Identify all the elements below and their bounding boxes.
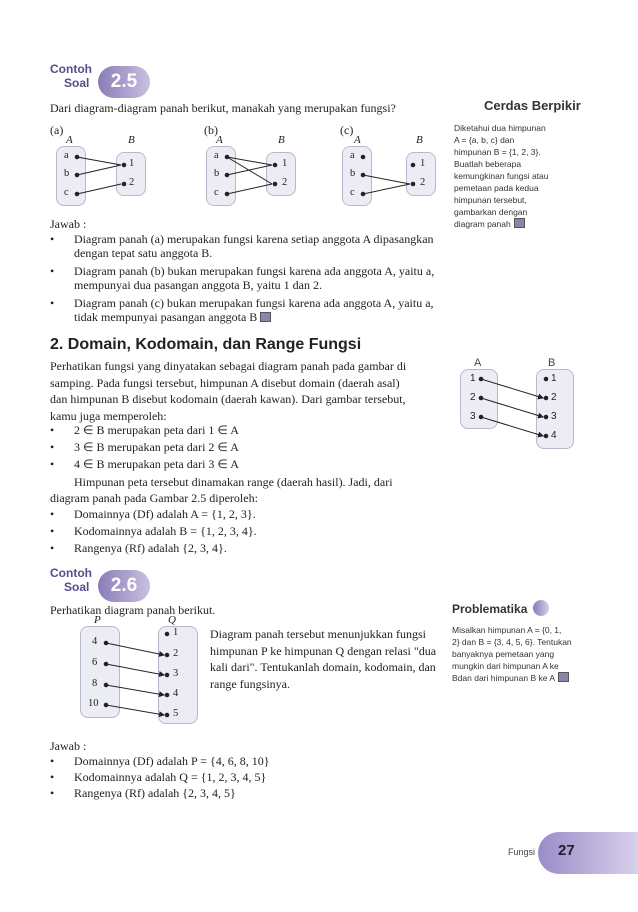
element-3: 3 [173, 668, 179, 679]
element-1: 1 [420, 158, 426, 169]
example2-description [210, 626, 440, 692]
example2-jawab: Jawab : [50, 739, 87, 753]
paragraph-line: Perhatikan fungsi yang dinyatakan sebagai diagram panah pada gambar di [50, 359, 407, 373]
contoh-label: Contoh [50, 566, 92, 580]
element-a: a [350, 150, 355, 161]
element-4: 4 [551, 430, 557, 441]
example2-intro: Perhatikan diagram panah berikut. [50, 603, 216, 617]
range-result: Rangenya (Rf) adalah {2, 3, 4}. [74, 541, 227, 555]
range-paragraph-line1: Himpunan peta tersebut dinamakan range (daerah hasil). Jadi, dari [74, 475, 393, 489]
set-p-label: P [94, 614, 101, 626]
footer-chapter: Fungsi [508, 847, 536, 857]
element-a: a [64, 150, 69, 161]
problematika-title: Problematika [452, 602, 528, 616]
element-b: b [214, 168, 220, 179]
answer-c-line2: tidak mempunyai pasangan anggota B [74, 310, 258, 324]
cerdas-line: Diketahui dua himpunan [454, 123, 546, 133]
problematika-line: 2} dan B = {3, 4, 5, 6}. Tentukan [452, 637, 572, 647]
element-2: 2 [470, 392, 476, 403]
page-number-tab [538, 832, 638, 874]
cerdas-line: himpunan tersebut, [454, 195, 527, 205]
element-2: 2 [173, 648, 179, 659]
element-b: b [350, 168, 356, 179]
mapping-item: 4 ∈ B merupakan peta dari 3 ∈ A [74, 457, 239, 471]
element-8: 8 [92, 678, 98, 689]
problematika-heading [452, 600, 549, 618]
answer-a-line2: dengan tepat satu anggota B. [74, 246, 213, 260]
set-b-label: B [548, 357, 556, 369]
kodomain-result: Kodomainnya adalah B = {1, 2, 3, 4}. [74, 524, 257, 538]
element-4: 4 [92, 636, 98, 647]
set-b-label: B [278, 134, 285, 146]
cerdas-line: kemungkinan fungsi atau [454, 171, 549, 181]
element-3: 3 [551, 411, 557, 422]
example1-jawab: Jawab : [50, 217, 87, 231]
domain-result: Domainnya (Df) adalah A = {1, 2, 3}. [74, 507, 256, 521]
paragraph-line: kamu juga memperoleh: [50, 408, 167, 423]
element-2: 2 [129, 177, 135, 188]
description-line: Diagram panah tersebut menunjukkan fungsi [210, 627, 426, 641]
set-b-label: B [128, 134, 135, 146]
cerdas-line: himpunan B = {1, 2, 3}. [454, 147, 541, 157]
element-c: c [64, 187, 69, 198]
description-line: range fungsinya. [210, 676, 290, 691]
element-5: 5 [173, 708, 179, 719]
diagram-c-label: (c) [340, 123, 354, 137]
element-1: 1 [282, 158, 288, 169]
answer-b-line1: Diagram panah (b) bukan merupakan fungsi karena ada anggota A, yaitu a, [74, 264, 435, 278]
description-line: kali dari". Tentukanlah domain, kodomain, dan [210, 660, 436, 674]
answer-b-line2: mempunyai dua pasangan anggota B, yaitu 1 dan 2. [74, 278, 322, 292]
element-1: 1 [470, 373, 476, 384]
cerdas-line: gambarkan dengan [454, 207, 528, 217]
element-10: 10 [88, 698, 99, 709]
element-c: c [214, 187, 219, 198]
paragraph-line: dan himpunan B disebut kodomain (daerah kawan). Dari gambar tersebut, [50, 392, 406, 406]
diagram-b-label: (b) [204, 123, 218, 137]
set-q-label: Q [168, 614, 176, 626]
element-c: c [350, 187, 355, 198]
mapping-item: 2 ∈ B merupakan peta dari 1 ∈ A [74, 423, 239, 437]
element-1: 1 [129, 158, 135, 169]
problematika-text [452, 624, 592, 684]
set-a-label: A [216, 134, 223, 146]
cerdas-line: A = {a, b, c} dan [454, 135, 515, 145]
element-1: 1 [551, 373, 557, 384]
element-b: b [64, 168, 70, 179]
element-2: 2 [282, 177, 288, 188]
problematika-line: mungkin dari himpunan A ke [452, 661, 559, 671]
element-2: 2 [551, 392, 557, 403]
set-a-label: A [66, 134, 73, 146]
diagram-a-label: (a) [50, 123, 64, 137]
cerdas-line: pemetaan pada kedua [454, 183, 539, 193]
mapping-item: 3 ∈ B merupakan peta dari 2 ∈ A [74, 440, 239, 454]
range-paragraph-line2: diagram panah pada Gambar 2.5 diperoleh: [50, 491, 258, 505]
kodomain-answer: Kodomainnya adalah Q = {1, 2, 3, 4, 5} [74, 770, 267, 784]
element-a: a [214, 150, 219, 161]
element-2: 2 [420, 177, 426, 188]
contoh-label: Contoh [50, 62, 92, 76]
problematika-line: Misalkan himpunan A = {0, 1, [452, 625, 562, 635]
set-a-label: A [354, 134, 361, 146]
answer-c-line1: Diagram panah (c) bukan merupakan fungsi karena ada anggota A, yaitu a, [74, 296, 434, 310]
example1-question: Dari diagram-diagram panah berikut, manakah yang merupakan fungsi? [50, 101, 396, 115]
example-number: 2.6 [98, 570, 150, 602]
element-6: 6 [92, 657, 98, 668]
range-answer: Rangenya (Rf) adalah {2, 3, 4, 5} [74, 786, 236, 800]
problematika-badge-icon [533, 600, 549, 616]
cerdas-title: Cerdas Berpikir [484, 98, 581, 113]
domain-answer: Domainnya (Df) adalah P = {4, 6, 8, 10} [74, 754, 270, 768]
description-line: himpunan P ke himpunan Q dengan relasi "dua [210, 643, 437, 658]
element-3: 3 [470, 411, 476, 422]
answer-a-line1: Diagram panah (a) merupakan fungsi karena setiap anggota A dipasangkan [74, 232, 434, 246]
section-heading: 2. Domain, Kodomain, dan Range Fungsi [50, 336, 362, 353]
problematika-line: banyaknya pemetaan yang [452, 649, 555, 659]
page-number: 27 [558, 842, 575, 859]
problematika-line: Bdan dari himpunan B ke A [452, 673, 556, 683]
soal-label: Soal [64, 76, 90, 90]
set-b-label: B [416, 134, 423, 146]
book-icon [558, 672, 569, 682]
cerdas-line: diagram panah [454, 219, 511, 229]
soal-label: Soal [64, 580, 90, 594]
set-a-label: A [474, 357, 482, 369]
cerdas-line: Buatlah beberapa [454, 159, 522, 169]
example-number: 2.5 [98, 66, 150, 98]
element-4: 4 [173, 688, 179, 699]
element-1: 1 [173, 627, 179, 638]
paragraph-line: samping. Pada fungsi tersebut, himpunan A disebut domain (daerah asal) [50, 375, 400, 390]
